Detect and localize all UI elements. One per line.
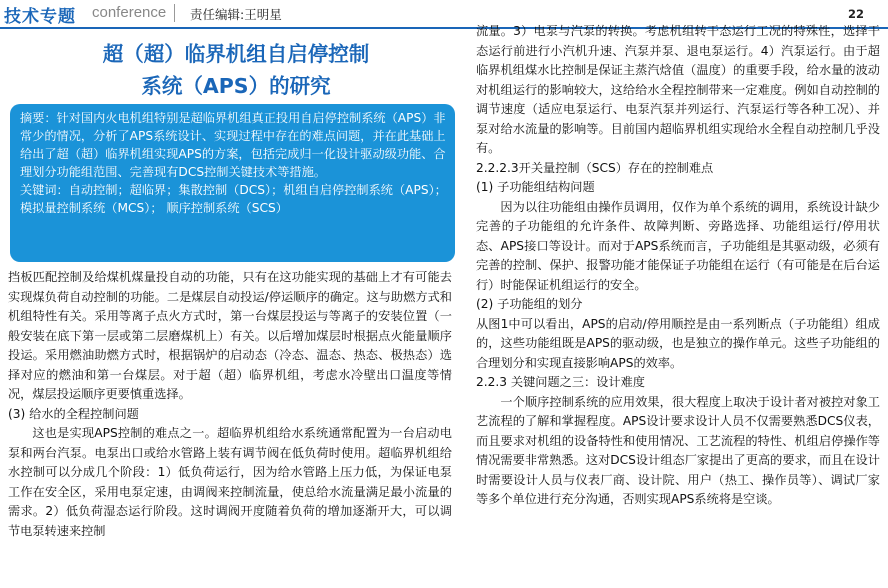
right-column bbox=[476, 22, 880, 510]
abstract-box bbox=[10, 104, 455, 262]
header-divider bbox=[174, 4, 175, 22]
abstract-text: 摘要：针对国内火电机组特别是超临界机组真正投用自启停控制系统（APS）非常少的情况，分析了APS系统设计、实现过程中存在的难点问题，并在此基础上给出了超（超）临界机组实现APS的方案，包括完成归一化设计驱动级功能、合理划分功能组范围、完善现有DCS控制关键技术等措施。 bbox=[20, 111, 446, 179]
editor-credit: 责任编辑:王明星 bbox=[190, 7, 282, 22]
left-paragraph: 挡板匹配控制及给煤机煤量投自动的功能，只有在这功能实现的基础上才有可能去实现煤负荷自动控制的功能。二是煤层自动投运/停运顺序的确定。这与助燃方式和机组特性有关。采用等离子点火方式时，第一台煤层投运与等离子的安装位置（一般安装在底下第一层或第二层磨煤机上）有关。以后增加煤层时根据点火能量顺序投运。采用燃油助燃方式时，根据锅炉的启动态（冷态、温态、热态、极热态）选择对应的燃油和第一台煤层。对于超（超）临界机组，考虑水冷壁出口温度等情况，煤层投运顺序更要慎重选择。 bbox=[8, 270, 452, 401]
article-title-line2: 系统（APS）的研究 bbox=[141, 74, 331, 98]
page-number: 22 bbox=[847, 7, 864, 21]
article-title bbox=[14, 38, 458, 102]
section-conference-label: conference bbox=[92, 4, 167, 21]
section-brand: 技术专题 bbox=[4, 7, 76, 27]
right-paragraph: 因为以往功能组由操作员调用，仅作为单个系统的调用，系统设计缺少完善的子功能组的允许条件、故障判断、旁路选择、功能组运行/停用状态、APS接口等设计。而对于APS系统而言，子功能组是其驱动级，必须有完善的控制、保护、报警功能才能保证子功能组在运行（有可能是在后台运行）时能保证机组运行的安全。 bbox=[476, 199, 880, 292]
left-paragraph: 这也是实现APS控制的难点之一。超临界机组给水系统通常配置为一台启动电泵和两台汽泵。电泵出口或给水管路上装有调节阀在低负荷时使用。超临界机组给水控制可以分成几个阶段：1）低负荷运行，因为给水管路上压力低，为保证电泵工作在安全区，采用电泵定速，由调阀来控制流量，使总给水流量满足最小流量的需求。2）低负荷湿态运行阶段。这时调阀开度随着负荷的增加逐渐开大，可以调节电泵转速来控制 bbox=[8, 426, 452, 538]
right-paragraph: 从图1中可以看出，APS的启动/停用顺控是由一系列断点（子功能组）组成的，这些功能组既是APS的驱动级，也是独立的操作单元。这些子功能组的合理划分和实现直接影响APS的效率。 bbox=[476, 316, 880, 370]
right-paragraph: 一个顺序控制系统的应用效果，很大程度上取决于设计者对被控对象工艺流程的了解和掌握程度。APS设计要求设计人员不仅需要熟悉DCS仪表，而且要求对机组的设备特性和使用情况、工艺流程的特性、机组启停操作等情况需要非常熟悉。这对DCS设计组态厂家提出了更高的要求，而且在设计时需要设计人员与仪表厂商、设计院、用户（热工、操作员等）、调试厂家等多个单位进行充分沟通，否则实现APS系统将是空谈。 bbox=[476, 394, 880, 506]
right-section-heading: 2.2.2.3开关量控制（SCS）存在的控制难点 bbox=[476, 160, 714, 175]
abstract-keywords: 关键词：自动控制；超临界；集散控制（DCS）；机组自启停控制系统（APS）；模拟量控制系统（MCS）； 顺序控制系统（SCS） bbox=[20, 183, 447, 215]
right-section-heading: 2.2.3 关键问题之三：设计难度 bbox=[476, 375, 645, 389]
right-subheading: (1) 子功能组结构问题 bbox=[476, 180, 595, 194]
left-subheading: (3) 给水的全程控制问题 bbox=[8, 406, 139, 421]
right-paragraph: 流量。3）电泵与汽泵的转换。考虑机组转干态运行工况的特殊性，选择干态运行前进行小汽机升速、汽泵并泵、退电泵运行。4）汽泵运行。由于超临界机组煤水比控制是保证主蒸汽焓值（温度）的重要手段，给水量的波动对机组运行的影响较大，这给给水全程控制带来一定难度。例如自动控制的调节速度（适应电泵运行、电泵汽泵并列运行、汽泵运行等各种工况）、并泵对给水流量的影响等。目前国内超临界机组实现给水全程自动控制几乎没有。 bbox=[476, 24, 880, 155]
right-subheading: (2) 子功能组的划分 bbox=[476, 297, 583, 311]
article-title-line1: 超（超）临界机组自启停控制 bbox=[102, 42, 370, 66]
left-column bbox=[8, 268, 452, 541]
